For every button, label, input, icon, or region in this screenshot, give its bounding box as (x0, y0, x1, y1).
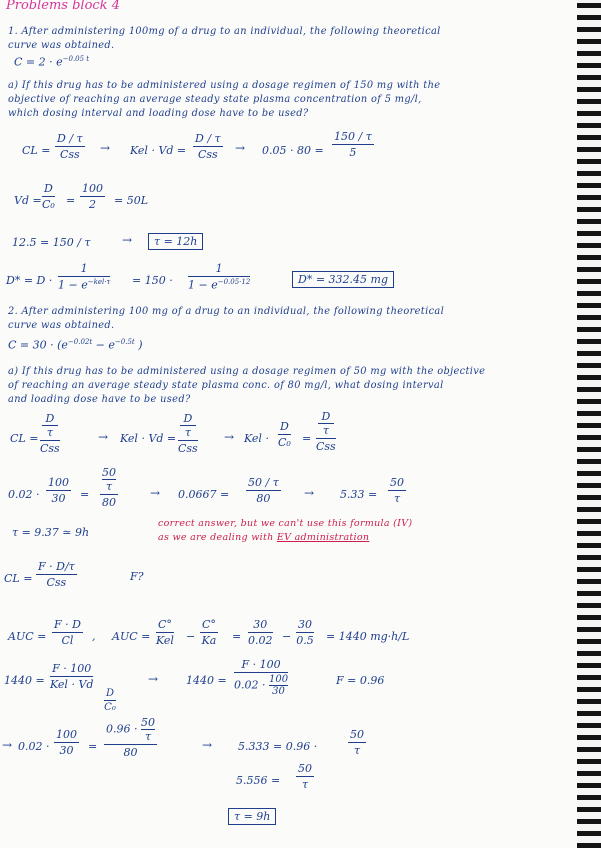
p2-question-line1: a) If this drug has to be administered using a dosage regimen of 50 mg with the objective (8, 366, 486, 377)
p1-ld-fraction-symbolic: 1 $1 - e^{-kel\cdot\tau}$ (58, 262, 111, 292)
p2-auc-comma: , (92, 630, 96, 643)
p2-question-line3: and loading dose have to be used? (8, 394, 191, 405)
p2-cl-fraction: D τ Css (40, 412, 60, 455)
arrow-icon: → (122, 233, 133, 247)
p2-correction-note-line2: as we are dealing with EV administration (158, 532, 370, 543)
p2-step3-fraction: $\frac{50}{\tau}$ (390, 476, 404, 505)
p1-statement-line2: curve was obtained. (8, 40, 115, 51)
p2-tau-result: τ = 9.37 ≃ 9h (12, 526, 90, 539)
p1-substitution: 0.05 · 80 = (262, 144, 324, 157)
p2-statement-line1: 2. After administering 100 mg of a drug to an individual, the following theoretical (8, 306, 445, 317)
p2-kel-vd-fraction: $\frac{D}{\text{C₀}}$ (278, 420, 291, 449)
p2-final-step3-fraction: $\frac{50}{\tau}$ (298, 762, 312, 791)
p1-question-line3: which dosing interval and loading dose have to be used? (8, 108, 309, 119)
p1-kelvd-label: Kel · Vd = (130, 144, 187, 157)
p2-statement-line2: curve was obtained. (8, 320, 115, 331)
p2-f-result: F = 0.96 (336, 674, 385, 687)
arrow-icon: → (148, 672, 159, 686)
p2-final-step3-label: 5.556 = (236, 774, 281, 787)
p2-vd-substitution: $\frac{D}{\text{C₀}}$ (104, 688, 116, 713)
p1-vd-result: = 50L (114, 194, 149, 207)
p2-equation: $C = 30 \cdot (e^{-0.02t} - e^{-0.5t}$ ) (8, 338, 143, 352)
p1-substitution-fraction: $\frac{150 / \tau}{5}$ (334, 130, 372, 159)
p2-auc-label: AUC = (8, 630, 47, 643)
p1-question-line2: objective of reaching an average steady state plasma concentration of 5 mg/l, (8, 94, 422, 105)
p1-kelvd-fraction: D / τ Css (195, 132, 221, 161)
p2-step2-fraction: $\frac{50 / \tau}{80}$ (248, 476, 279, 505)
p2-final-step1-equals: = (88, 740, 98, 753)
page-heading: Problems block 4 (6, 0, 120, 13)
p2-kelvd-label: Kel · Vd = (120, 432, 177, 445)
arrow-icon: → (150, 486, 161, 500)
p2-1440-fraction-2: F · 100 0.02 · $\frac{100}{30}$ (234, 658, 289, 697)
p2-step1-equals: = (80, 488, 90, 501)
p2-auc-ka-fraction: $\frac{C^\circ}{Ka}$ (201, 618, 217, 647)
p1-ld-value: = 150 · (132, 274, 173, 287)
p2-final-step1-label: 0.02 · (18, 740, 50, 753)
p1-ld-fraction-values: $\frac{1}{1 - e^{-0.05\cdot 12}}$ (188, 262, 251, 292)
p2-1440-label: 1440 = (4, 674, 45, 687)
p2-auc2-label: AUC = (112, 630, 151, 643)
p1-ld-answer-box: D* = 332.45 mg (292, 271, 394, 288)
p2-step2-label: 0.0667 = (178, 488, 230, 501)
arrow-icon: → (235, 141, 246, 155)
p2-auc-value-fraction2: $\frac{30}{0.5}$ (296, 618, 314, 647)
p2-1440-fraction: F · 100 Kel · Vd (50, 662, 94, 691)
p2-auc-value-fraction1: $\frac{30}{0.02}$ (248, 618, 273, 647)
spiral-binding (563, 0, 601, 848)
p2-step1-rhs-fraction: 50 τ 80 (102, 466, 116, 509)
p2-kel-equals: = (302, 432, 312, 445)
arrow-icon: → (224, 430, 235, 444)
p2-auc-fraction: $\frac{F \cdot D}{Cl}$ (54, 618, 81, 647)
p1-tau-line: 12.5 = 150 / τ (12, 236, 91, 249)
p2-cl-label: CL = (10, 432, 39, 445)
p1-cl-label: CL = (22, 144, 51, 157)
arrow-icon: → (304, 486, 315, 500)
p2-question-line2: of reaching an average steady state plasma conc. of 80 mg/l, what dosing interval (8, 380, 444, 391)
p2-kelvd-fraction: D τ Css (178, 412, 198, 455)
p1-cl-fraction: D / τ Css (57, 132, 83, 161)
p2-step1-fraction: $\frac{100}{30}$ (48, 476, 69, 505)
p2-step3-label: 5.33 = (340, 488, 378, 501)
p2-kel-label: Kel · (244, 432, 269, 445)
p2-kel-rhs-fraction: D τ Css (316, 410, 336, 453)
p2-auc-minus2: − (282, 630, 292, 643)
p2-auc-minus: − (186, 630, 196, 643)
p2-final-step2-label: 5.333 = 0.96 · (238, 740, 318, 753)
arrow-icon: → (100, 141, 111, 155)
p1-vd-fraction-values: $\frac{100}{2}$ (82, 182, 103, 211)
p2-1440-label-2: 1440 = (186, 674, 227, 687)
p2-final-step2-fraction: $\frac{50}{\tau}$ (350, 728, 364, 757)
arrow-icon: → (202, 738, 213, 752)
p1-vd-label: Vd = (14, 194, 42, 207)
p1-vd-equals: = (66, 194, 76, 207)
p2-auc-kel-fraction: C° Kel (156, 618, 174, 647)
arrow-icon: → (2, 738, 13, 752)
arrow-icon: → (98, 430, 109, 444)
p2-fcl-label: CL = (4, 572, 33, 585)
p2-final-step1-rhs-fraction: 0.96 · $\frac{50}{\tau}$ 80 (106, 716, 155, 759)
p2-auc-result: = 1440 mg·h/L (326, 630, 410, 643)
p2-final-answer-box: τ = 9h (228, 808, 276, 825)
p1-equation: $C = 2 \cdot e^{-0.05 t}$ (14, 55, 90, 69)
p2-f-question: F? (130, 570, 144, 583)
p1-question-line1: a) If this drug has to be administered using a dosage regimen of 150 mg with the (8, 80, 441, 91)
p1-tau-answer-box: τ = 12h (148, 233, 203, 250)
p1-ld-label: D* = D · (6, 274, 53, 287)
p2-correction-note-line1: correct answer, but we can't use this formula (IV) (158, 518, 413, 529)
p2-auc-equals: = (232, 630, 242, 643)
p2-step1-label: 0.02 · (8, 488, 40, 501)
p2-final-step1-fraction: $\frac{100}{30}$ (56, 728, 77, 757)
p1-statement-line1: 1. After administering 100mg of a drug to an individual, the following theoretical (8, 26, 441, 37)
p1-vd-fraction: $\frac{D}{\text{C₀}}$ (42, 182, 55, 211)
p2-fcl-fraction: F · D/τ Css (38, 560, 75, 589)
